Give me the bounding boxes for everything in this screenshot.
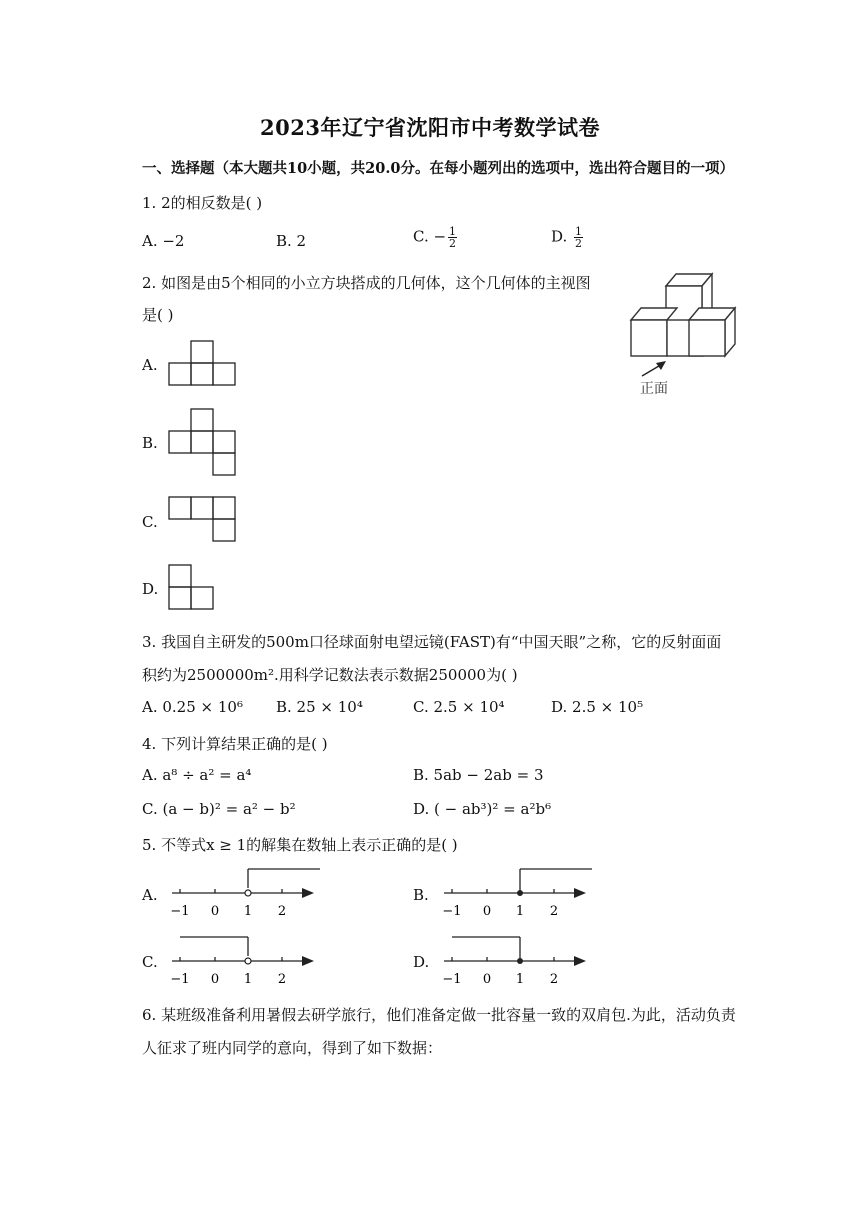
q5-option-d-number-line[interactable] (440, 934, 600, 990)
tick-label: 0 (482, 972, 492, 987)
question-4-stem: 4. 下列计算结果正确的是( ) (142, 735, 328, 753)
tick-label: 1 (515, 972, 525, 987)
section-heading: 一、选择题（本大题共10小题，共20.0分。在每小题列出的选项中，选出符合题目的一项） (142, 160, 734, 177)
q1-option-c[interactable] (413, 226, 457, 249)
q5-option-b-number-line[interactable] (440, 866, 600, 922)
q5-option-a-label[interactable]: A. (142, 886, 158, 904)
tick-label: 2 (277, 904, 287, 919)
q5-option-d-label[interactable]: D. (413, 953, 430, 971)
question-5-stem: 5. 不等式x ≥ 1的解集在数轴上表示正确的是( ) (142, 836, 458, 854)
q3-option-c[interactable]: C. 2.5 × 10⁴ (413, 698, 505, 716)
q3-option-b[interactable]: B. 25 × 10⁴ (276, 698, 363, 716)
q2-option-a-figure[interactable] (168, 340, 238, 388)
tick-label: −1 (170, 904, 190, 919)
tick-label: 2 (549, 904, 559, 919)
q1-option-d-prefix: D. (551, 227, 573, 246)
tick-label: 2 (549, 972, 559, 987)
question-2-stem-line1: 2. 如图是由5个相同的小立方块搭成的几何体，这个几何体的主视图 (142, 274, 591, 292)
tick-label: 1 (243, 904, 253, 919)
tick-label: 2 (277, 972, 287, 987)
question-6-stem-line2: 人征求了班内同学的意向，得到了如下数据： (142, 1039, 443, 1057)
q3-option-d[interactable]: D. 2.5 × 10⁵ (551, 698, 644, 716)
q2-option-d-figure[interactable] (168, 564, 218, 612)
q5-option-a-number-line[interactable] (168, 866, 328, 922)
fraction-half: $\frac{1}{2}$ (575, 225, 583, 250)
question-3-stem-line1: 3. 我国自主研发的500m口径球面射电望远镜(FAST)有“中国天眼”之称，它的反射面面 (142, 633, 722, 651)
tick-label: 0 (210, 972, 220, 987)
q5-option-c-number-line[interactable] (168, 934, 328, 990)
q1-option-b[interactable]: B. 2 (276, 232, 307, 250)
tick-label: 0 (210, 904, 220, 919)
question-6-stem-line1: 6. 某班级准备利用暑假去研学旅行，他们准备定做一批容量一致的双肩包.为此，活动负责 (142, 1006, 736, 1024)
q4-option-c[interactable]: C. (a − b)² = a² − b² (142, 800, 296, 818)
q2-option-c-figure[interactable] (168, 496, 238, 544)
question-3-stem-line2: 积约为2500000m².用科学记数法表示数据250000为( ) (142, 666, 518, 684)
tick-label: −1 (442, 972, 462, 987)
question-1-stem: 1. 2的相反数是( ) (142, 194, 263, 212)
q5-option-c-label[interactable]: C. (142, 953, 158, 971)
q4-option-b[interactable]: B. 5ab − 2ab = 3 (413, 766, 544, 784)
q2-option-b-label[interactable]: B. (142, 434, 158, 452)
q4-option-d[interactable]: D. ( − ab³)² = a²b⁶ (413, 800, 552, 818)
tick-label: 0 (482, 904, 492, 919)
tick-label: −1 (170, 972, 190, 987)
q1-option-d[interactable] (551, 226, 583, 249)
fraction-half: $\frac{1}{2}$ (449, 225, 457, 250)
q5-option-b-label[interactable]: B. (413, 886, 429, 904)
tick-label: −1 (442, 904, 462, 919)
q3-option-a[interactable]: A. 0.25 × 10⁶ (142, 698, 243, 716)
q2-option-a-label[interactable]: A. (142, 356, 158, 374)
tick-label: 1 (243, 972, 253, 987)
tick-label: 1 (515, 904, 525, 919)
page-title: 2023年辽宁省沈阳市中考数学试卷 (260, 115, 600, 140)
q2-option-b-figure[interactable] (168, 408, 238, 478)
figure-caption-front: 正面 (640, 381, 668, 397)
q1-option-c-prefix: C. − (413, 227, 447, 246)
q2-option-d-label[interactable]: D. (142, 580, 159, 598)
q1-option-a[interactable]: A. −2 (142, 232, 185, 250)
q2-option-c-label[interactable]: C. (142, 513, 158, 531)
question-2-stem-line2: 是( ) (142, 306, 174, 324)
q4-option-a[interactable]: A. a⁸ ÷ a² = a⁴ (142, 766, 252, 784)
